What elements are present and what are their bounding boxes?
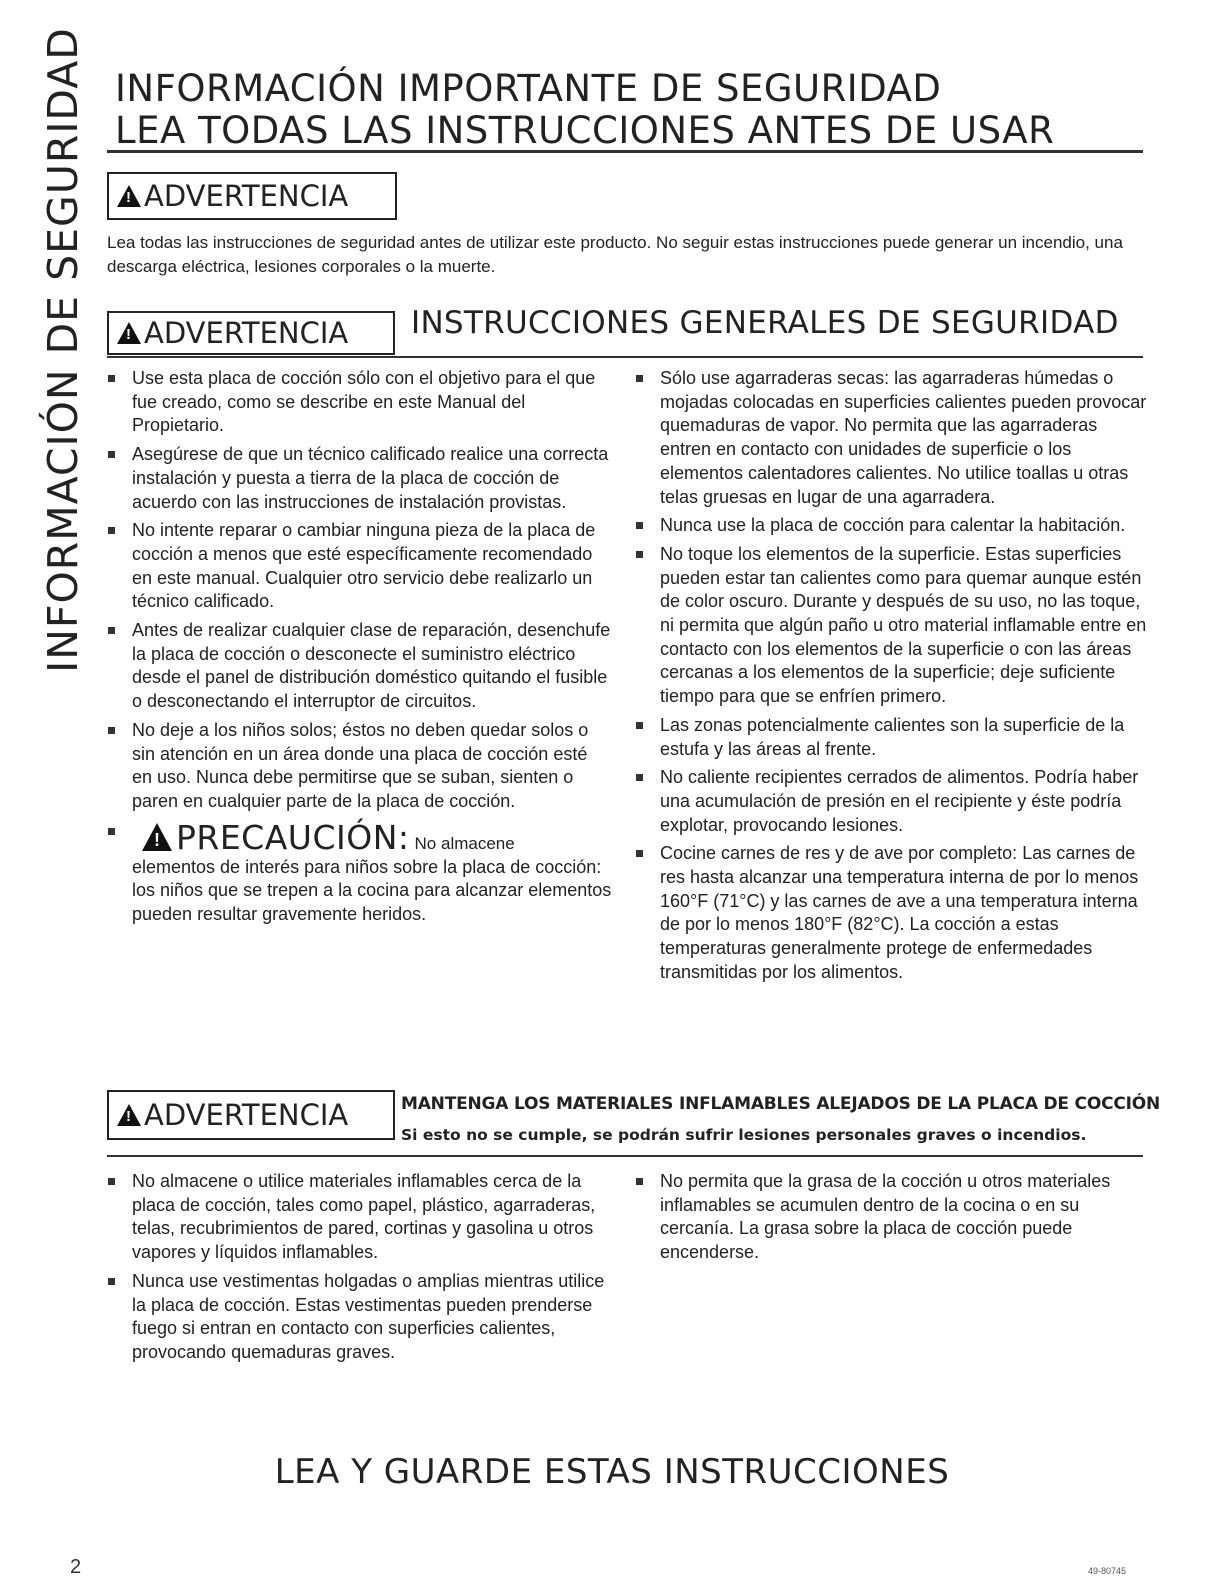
list-item: Use esta placa de cocción sólo con el objetivo para el que fue creado, como se describe en este Manual del Propietario. (106, 367, 612, 438)
sidebar-section-title (33, 27, 93, 673)
sidebar-text: INFORMACIÓN DE SEGURIDAD (39, 27, 87, 673)
flammable-subheading: Si esto no se cumple, se podrán sufrir lesiones personales graves o incendios. (401, 1126, 1087, 1144)
list-item: No caliente recipientes cerrados de alimentos. Podría haber una acumulación de presión en el recipiente y éste podría explotar, provocando lesiones. (634, 766, 1148, 837)
caution-lead: No almacene (414, 833, 515, 853)
warning-triangle-icon (117, 1104, 141, 1126)
flammable-list-left (106, 1170, 612, 1370)
list-item: Sólo use agarraderas secas: las agarraderas húmedas o mojadas colocadas en superficies calientes pueden provocar quemaduras de vapor. No permita que las agarraderas entren en contacto con unidades de superficie o los elementos calentadores calientes. No utilice toallas u otras telas gruesas en lugar de una agarradera. (634, 367, 1148, 509)
title-line-2: LEA TODAS LAS INSTRUCCIONES ANTES DE USAR (115, 109, 1055, 152)
list-item: Antes de realizar cualquier clase de reparación, desenchufe la placa de cocción o desconecte el suministro eléctrico desde el panel de distribución doméstico quitando el fusible o desconectando el interruptor de circuitos. (106, 619, 612, 714)
caution-label: PRECAUCIÓN: (176, 817, 410, 857)
flammable-heading: MANTENGA LOS MATERIALES INFLAMABLES ALEJADOS DE LA PLACA DE COCCIÓN (401, 1094, 1161, 1114)
footer-title: LEA Y GUARDE ESTAS INSTRUCCIONES (274, 1452, 950, 1492)
list-item: Las zonas potencialmente calientes son la superficie de la estufa y las áreas al frente. (634, 714, 1148, 761)
warning-label: ADVERTENCIA (144, 179, 349, 213)
warning-triangle-icon (117, 185, 141, 207)
section2-divider (107, 356, 1143, 358)
warning-label: ADVERTENCIA (144, 316, 349, 350)
warning-intro-text: Lea todas las instrucciones de seguridad antes de utilizar este producto. No seguir estas instrucciones puede generar un incendio, una descarga eléctrica, lesiones corporales o la muerte. (107, 233, 1123, 276)
warning-badge-2 (107, 311, 395, 355)
warning-badge-1 (107, 172, 397, 220)
page-title (115, 68, 1054, 152)
flammable-list-right (634, 1170, 1148, 1270)
section3-divider (107, 1155, 1143, 1157)
list-item: No deje a los niños solos; éstos no deben quedar solos o sin atención en un área donde una placa de cocción esté en uso. Nunca debe permitirse que se suban, sienten o paren en cualquier parte de la placa de cocción. (106, 719, 612, 814)
list-item: Nunca use la placa de cocción para calentar la habitación. (634, 514, 1148, 538)
title-divider (107, 150, 1143, 153)
general-safety-list-left (106, 367, 612, 932)
title-line-1: INFORMACIÓN IMPORTANTE DE SEGURIDAD (115, 67, 942, 110)
warning-label: ADVERTENCIA (144, 1098, 349, 1132)
caution-item (106, 817, 612, 927)
list-item: No toque los elementos de la superficie. Estas superficies pueden estar tan calientes como para quemar aunque estén de color oscuro. Durante y después de su uso, no las toque, ni permita que algún paño u otro material inflamable entre en contacto con los elementos de la superficie o con las áreas cercanas a los elementos de la superficie; deje suficiente tiempo para que se enfríen primero. (634, 543, 1148, 709)
warning-triangle-icon (117, 322, 141, 344)
caution-triangle-icon (142, 823, 172, 851)
general-safety-list-right (634, 367, 1148, 990)
list-item: No permita que la grasa de la cocción u otros materiales inflamables se acumulen dentro de la cocina o en su cercanía. La grasa sobre la placa de cocción puede encenderse. (634, 1170, 1148, 1265)
general-safety-heading: INSTRUCCIONES GENERALES DE SEGURIDAD (411, 305, 1119, 341)
list-item: Asegúrese de que un técnico calificado realice una correcta instalación y puesta a tierra de la placa de cocción de acuerdo con las instrucciones de instalación provistas. (106, 443, 612, 514)
list-item: Nunca use vestimentas holgadas o amplias mientras utilice la placa de cocción. Estas vestimentas pueden prenderse fuego si entran en contacto con superficies calientes, provocando quemaduras graves. (106, 1270, 612, 1365)
list-item: Cocine carnes de res y de ave por completo: Las carnes de res hasta alcanzar una temperatura interna de por lo menos 160°F (71°C) y las carnes de ave a una temperatura interna de por lo menos 180°F (82°C). La cocción a estas temperaturas generalmente protege de enfermedades transmitidas por los alimentos. (634, 842, 1148, 984)
document-number: 49-80745 (1088, 1566, 1127, 1576)
page-number: 2 (70, 1556, 82, 1578)
caution-text: elementos de interés para niños sobre la placa de cocción: los niños que se trepen a la cocina para alcanzar elementos pueden resultar gravemente heridos. (132, 856, 612, 925)
list-item: No almacene o utilice materiales inflamables cerca de la placa de cocción, tales como papel, plástico, agarraderas, telas, recubrimientos de pared, cortinas y gasolina u otros vapores y líquidos inflamables. (106, 1170, 612, 1265)
warning-badge-3 (107, 1090, 395, 1140)
list-item: No intente reparar o cambiar ninguna pieza de la placa de cocción a menos que esté específicamente recomendado en este manual. Cualquier otro servicio debe realizarlo un técnico calificado. (106, 519, 612, 614)
